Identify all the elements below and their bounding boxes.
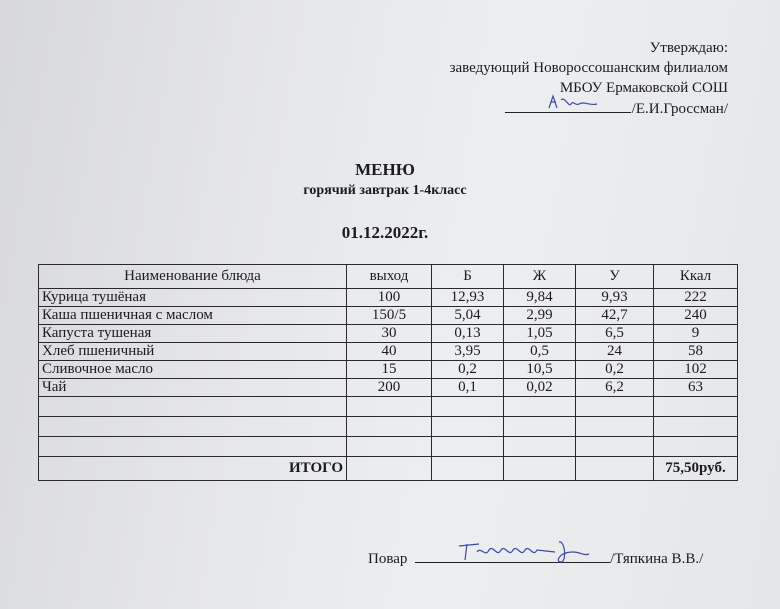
column-header: Ккал: [654, 265, 738, 289]
cook-name: /Тяпкина В.В./: [610, 551, 704, 567]
total-value: 75,50руб.: [654, 457, 738, 481]
menu-table: [38, 264, 738, 481]
cook-signature-line: [415, 548, 610, 563]
carbs-cell: 6,2: [576, 379, 654, 397]
approval-position: заведующий Новороссошанским филиалом: [449, 60, 728, 76]
kcal-cell: 9: [654, 325, 738, 343]
portion-cell: 200: [347, 379, 432, 397]
cook-label: Повар: [368, 551, 408, 567]
portion-cell: 30: [347, 325, 432, 343]
kcal-cell: 58: [654, 343, 738, 361]
protein-cell: 0,1: [432, 379, 504, 397]
protein-cell: 0,2: [432, 361, 504, 379]
kcal-cell: 102: [654, 361, 738, 379]
cook-signature-block: [368, 548, 703, 568]
table-row: [39, 325, 738, 343]
carbs-cell: 42,7: [576, 307, 654, 325]
cook-signature: [455, 538, 595, 564]
approval-block: [450, 38, 728, 119]
fat-cell: 9,84: [504, 289, 576, 307]
portion-cell: 150/5: [347, 307, 432, 325]
menu-title: МЕНЮ: [355, 160, 415, 179]
dish-name: Каша пшеничная с маслом: [39, 307, 347, 325]
empty-row: [39, 417, 738, 437]
table-row: [39, 379, 738, 397]
protein-cell: 0,13: [432, 325, 504, 343]
carbs-cell: 6,5: [576, 325, 654, 343]
table-row: [39, 361, 738, 379]
kcal-cell: 240: [654, 307, 738, 325]
carbs-cell: 9,93: [576, 289, 654, 307]
protein-cell: 12,93: [432, 289, 504, 307]
portion-cell: 40: [347, 343, 432, 361]
fat-cell: 10,5: [504, 361, 576, 379]
table-row: [39, 307, 738, 325]
approval-signature-line: [505, 98, 631, 113]
total-row: [39, 457, 738, 481]
approval-signer: /Е.И.Гроссман/: [631, 101, 728, 117]
column-header: выход: [347, 265, 432, 289]
empty-row: [39, 437, 738, 457]
column-header: У: [576, 265, 654, 289]
dish-name: Капуста тушеная: [39, 325, 347, 343]
kcal-cell: 63: [654, 379, 738, 397]
portion-cell: 100: [347, 289, 432, 307]
approval-school: МБОУ Ермаковской СОШ: [559, 80, 728, 96]
dish-name: Сливочное масло: [39, 361, 347, 379]
table-row: [39, 289, 738, 307]
approval-signature: [545, 92, 605, 114]
fat-cell: 1,05: [504, 325, 576, 343]
protein-cell: 3,95: [432, 343, 504, 361]
portion-cell: 15: [347, 361, 432, 379]
column-header: Б: [432, 265, 504, 289]
menu-subtitle: горячий завтрак 1-4класс: [303, 183, 467, 198]
fat-cell: 2,99: [504, 307, 576, 325]
menu-date: 01.12.2022г.: [341, 223, 429, 242]
table-header-row: [39, 265, 738, 289]
carbs-cell: 0,2: [576, 361, 654, 379]
column-header: Наименование блюда: [39, 265, 347, 289]
kcal-cell: 222: [654, 289, 738, 307]
protein-cell: 5,04: [432, 307, 504, 325]
table-row: [39, 343, 738, 361]
fat-cell: 0,02: [504, 379, 576, 397]
dish-name: Чай: [39, 379, 347, 397]
empty-row: [39, 397, 738, 417]
fat-cell: 0,5: [504, 343, 576, 361]
approval-heading: Утверждаю:: [649, 40, 728, 56]
carbs-cell: 24: [576, 343, 654, 361]
dish-name: Курица тушёная: [39, 289, 347, 307]
total-label: ИТОГО: [39, 457, 347, 481]
dish-name: Хлеб пшеничный: [39, 343, 347, 361]
column-header: Ж: [504, 265, 576, 289]
